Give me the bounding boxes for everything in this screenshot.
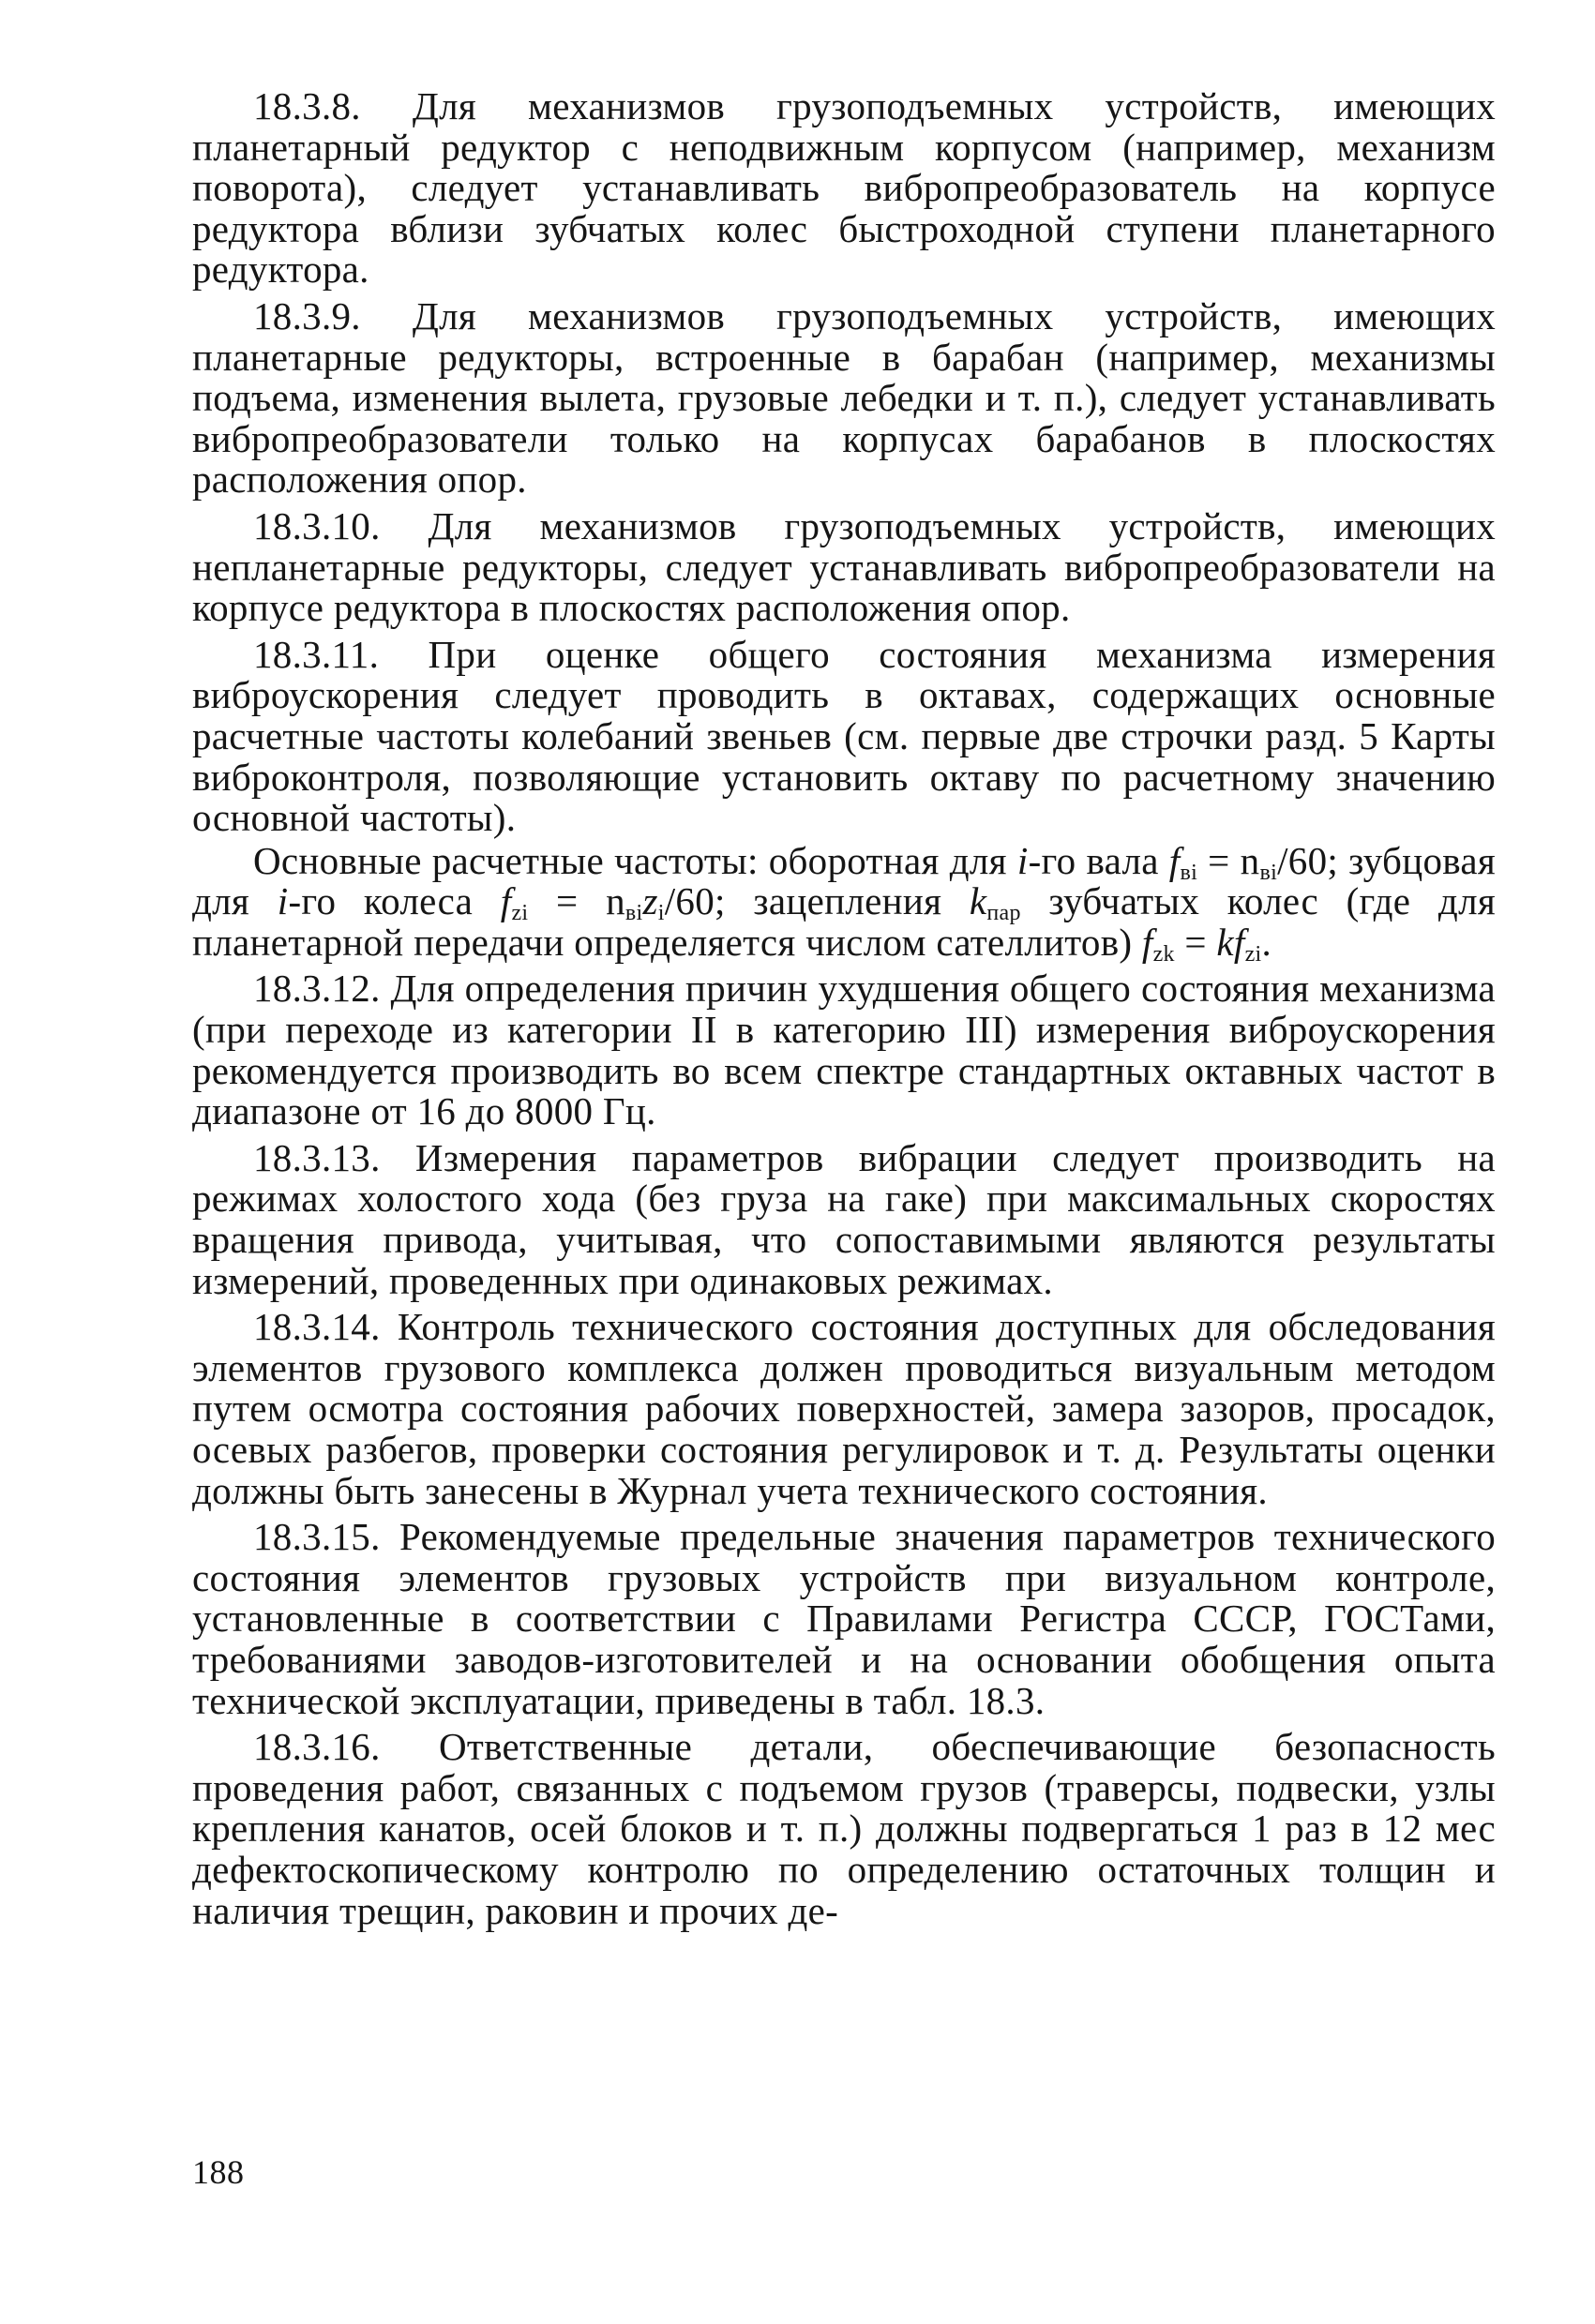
formula-i2: i [277,879,289,923]
paragraph-18-3-10: 18.3.10. Для механизмов грузоподъемных устройств, имеющих непланетарные редукторы, следует устанавливать вибропреобразователи на корпусе редуктора в плоскостях расположения опор. [192,503,1496,630]
formula-f2-sub: zi [511,901,529,926]
formula-i1: i [1016,838,1029,882]
formula-eq3: = [1174,920,1217,964]
formula-f1-sub: вi [1180,860,1198,885]
formula-tail: зубчатых колес (где для планетарной передачи определяется числом сателлитов) [192,879,1496,964]
formula-f1: f [1168,838,1181,882]
formula-kf: kf [1216,920,1245,964]
formula-eq1: = n [1197,838,1260,882]
formula-k-sub: пар [986,901,1021,926]
formula-eq2: = n [528,879,625,923]
paragraph-frequencies [192,838,1497,967]
paragraph-18-3-14: 18.3.14. Контроль технического состояния доступных для обследования элементов грузового комплекса должен проводиться визуальным методом путем осмотра состояния рабочих поверхностей, замера зазоров, просадок, осевых разбегов, проверки состояния регулировок и т. д. Результаты оценки должны быть занесены в Журнал учета технического состояния. [192,1305,1496,1512]
paragraph-18-3-16: 18.3.16. Ответственные детали, обеспечивающие безопасность проведения работ, связанных с подъемом грузов (траверсы, подвески, узлы крепления канатов, осей блоков и т. п.) должны подвергаться 1 раз в 12 мес дефектоскопическому контролю по определению остаточных толщин и наличия трещин, раковин и прочих де- [192,1725,1496,1932]
formula-f3-sub: zk [1152,941,1175,967]
paragraph-18-3-11: 18.3.11. При оценке общего состояния механизма измерения виброускорения следует проводить в октавах, содержащих основные расчетные частоты колебаний звеньев (см. первые две строчки разд. 5 Карты виброконтроля, позволяющие установить октаву по расчетному значению основной частоты). [192,632,1496,840]
formula-div2: /60; зацепления [664,879,970,923]
paragraph-18-3-15: 18.3.15. Рекомендуемые предельные значения параметров технического состояния элементов грузовых устройств при визуальном контроле, установленные в соответствии с Правилами Регистра СССР, ГОСТами, требованиями заводов-изготовителей и на основании обобщения опыта технической эксплуатации, приведены в табл. 18.3. [192,1515,1496,1722]
formula-n1-sub: вi [1259,860,1278,885]
formula-z: z [642,879,658,923]
paragraph-18-3-13: 18.3.13. Измерения параметров вибрации следует производить на режимах холостого хода (без груза на гаке) при максимальных скоростях вращения привода, учитывая, что сопоставимыми являются результаты измерений, проведенных при одинаковых режимах. [192,1135,1496,1302]
formula-end: . [1261,920,1272,964]
formula-f2: f [500,879,512,923]
formula-n2-sub: вi [624,901,643,926]
formula-z-sub: i [657,901,665,926]
page-number: 188 [192,2153,245,2191]
formula-f3: f [1141,920,1153,964]
paragraph-18-3-12: 18.3.12. Для определения причин ухудшения общего состояния механизма (при переходе из категории II в категорию III) измерения виброускорения рекомендуется производить во всем спектре стандартных октавных частот в диапазоне от 16 до 8000 Гц. [192,967,1496,1133]
formula-intro: Основные расчетные частоты: оборотная для [253,838,1017,882]
formula-after-i2: -го колеса [288,879,501,923]
document-page [192,86,1496,1937]
paragraph-18-3-9: 18.3.9. Для механизмов грузоподъемных устройств, имеющих планетарные редукторы, встроенные в барабан (например, механизмы подъема, изменения вылета, грузовые лебедки и т. п.), следует устанавливать вибропреобразователи только на корпусах барабанов в плоскостях расположения опор. [192,293,1496,502]
formula-kf-sub: zi [1244,941,1262,967]
paragraph-18-3-8: 18.3.8. Для механизмов грузоподъемных устройств, имеющих планетарный редуктор с неподвижным корпусом (например, механизм поворота), следует устанавливать вибропреобразователь на корпусе редуктора вблизи зубчатых колес быстроходной ступени планетарного редуктора. [192,84,1496,292]
formula-after-i1: -го вала [1028,838,1169,882]
formula-k: k [969,879,987,923]
formula-div1: /60; зубцовая для [192,838,1497,923]
